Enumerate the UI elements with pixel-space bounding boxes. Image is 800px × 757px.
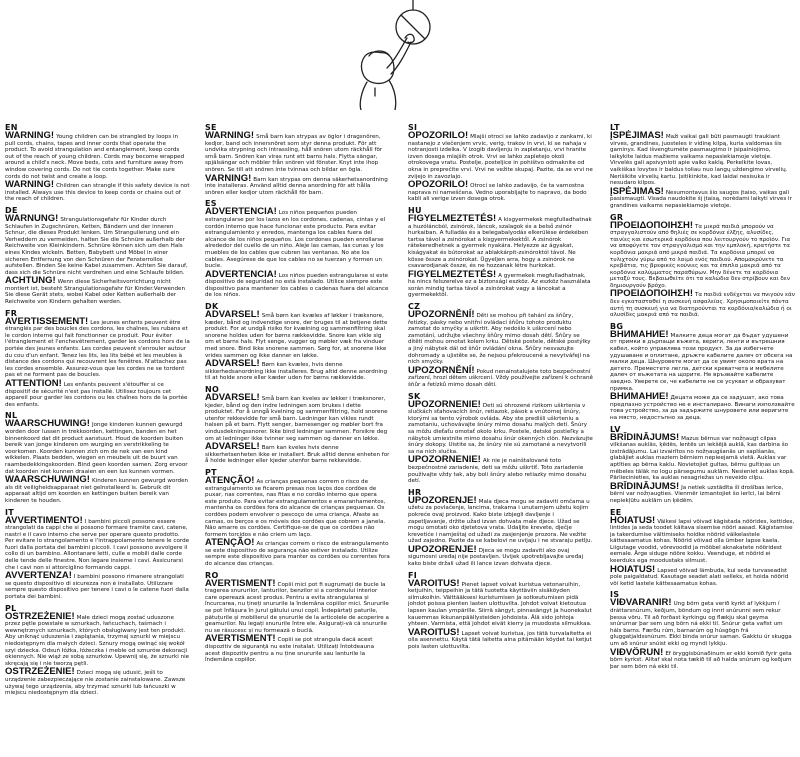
language-block-gr xyxy=(610,213,795,319)
warning-paragraph xyxy=(408,398,593,456)
warning-paragraph xyxy=(205,633,390,664)
child-pulling-cord-illustration xyxy=(345,0,445,110)
warning-heading: VIÐVARANIR! xyxy=(610,597,672,609)
language-code: PL xyxy=(5,603,17,613)
language-code: PT xyxy=(205,467,217,477)
warning-paragraph xyxy=(5,570,190,601)
warning-paragraph xyxy=(5,130,190,180)
warning-heading: FIGYELMEZTETÉS! xyxy=(408,268,497,280)
warning-paragraph xyxy=(205,309,390,359)
warning-heading: ΠΡΟΕΙΔΟΠΟΙΗΣΗ! xyxy=(610,288,693,300)
warning-heading: VARNING! xyxy=(205,172,252,184)
warning-heading: OSTRZEŻENIE! xyxy=(5,666,75,678)
warning-heading: VAROITUS! xyxy=(408,626,460,638)
language-block-lv xyxy=(610,425,795,505)
language-code: SK xyxy=(408,391,421,401)
warning-heading: UPOZORNĚNÍ! xyxy=(408,309,475,321)
language-block-de xyxy=(5,206,190,306)
warning-text: Børn kan kvæles, hvis denne sikkerhedsanordning ikke installeres. Brug altid denne anordning til at holde snore eller kæder uden for børns rækkevidde. xyxy=(205,362,388,382)
warning-text: Barn kan kveles hvis denne sikkerhetsenheten ikke er installert. Bruk alltid denne enheten for å holde ledninger eller kjeder utenfor barns rekkevidde. xyxy=(205,445,390,465)
warning-text: Små børn kan kvæles af løkker i træksnore, kæder, bånd og indvendige snore, der bruges til at betjene dette produkt. For at undgå risiko for kvælning og sammenfiltring skal snorene holdes uden for børns rækkevidde. Snore kan vikle sig om et barns hals. Flyt senge, vugger og møbler væk fra vinduer med snore. Bind ikke snorene sammen. Sørg for, at snorene ikke vrides sammen og ikke danner en løkke. xyxy=(205,313,388,359)
warning-paragraph xyxy=(5,418,190,475)
warning-text: A kisgyermekek megfulladhatnak a huzóláncból, zsinórok, láncok, szalagok és a belső zsinór hurkaiban. A fulladás és a belegabalyodás elkerülése érdekében tartsa távol a zsinórokat a kisgyermekektől. A zsinórok rátekeredhetnek a gyermek nyakára. Helyezze az ágyakat, kiságyakat és bútorokat az ablakkárpit-zsinóroktól távol. Ne kösse össze a zsinórokat. Ügyeljen arra, hogy a zsinórok ne csavarodjanak össze, és ne hozzanak létre hurkokat. xyxy=(408,216,592,270)
language-code: HR xyxy=(408,487,422,497)
language-block-fi xyxy=(408,571,593,651)
warning-text: Mala djeca mogu se zadaviti omčama u užetu za povlačenje, lancima, trakama i unutarnjem užetu kojim pokreće ovaj proizvod. Kako biste izbjegli davljenje i zapetljavanje, držite užad izvan dohvata male djece. Užad se mogu omotati oko djetetova vrata. Udaljite krevete, dječje krevetiće i namještaj od užadi za zasjenjenje prozora. Ne vežite užad zajedno. Pazite da se kabelovi ne uvijaju i ne stvaraju petlju. xyxy=(408,498,593,545)
warning-text: Strangulationsgefahr für Kinder durch Schlaufen in Zugschnüren, Ketten, Bändern und der inneren Schnur, die dieses Produkt lenken. Um Strangulierung und ein Verheddern zu vermeiden, halten Sie die Schnüre außerhalb der Reichweite von Kleinkindern. Schnüre können sich um den Hals eines Kindes wickeln. Betten, Babybett und Möbel in einer sicheren Entfernung von den Schnüren der Fensterrollos aufstellen. Binden Sie keine Kabel zusammen. Achten Sie darauf, dass sich die Schnüre nicht verdrehen und eine Schlaufe bilden. xyxy=(5,216,188,276)
warning-text: Ja netiek uzstādīta šī drošības ierīce, bērni var nožņaugties. Vienmēr izmantojiet šo ierīci, lai bērni nepiekļūtu auklām un ķēdēm. xyxy=(610,484,784,504)
warning-paragraph xyxy=(5,315,190,379)
warning-text: Djeca se mogu zadaviti ako ovaj sigurnosni uređaj nije postavljen. Uvijek upotrebljavajte uređaj kako biste držali užad ili lance izvan dohvata djece. xyxy=(408,547,584,568)
language-block-lt xyxy=(610,123,795,210)
warning-heading: ADVERTENCIA! xyxy=(205,206,277,218)
warning-paragraph xyxy=(610,431,795,482)
language-code: GR xyxy=(610,212,624,222)
warning-text: Children can strangle if this safety device is not installed. Always use this device to keep cords or chains out of the reach of children. xyxy=(5,183,190,203)
language-code: FI xyxy=(408,570,418,580)
warning-paragraph xyxy=(610,514,795,565)
language-code: NL xyxy=(5,411,18,421)
warning-text: Pienet lapset voivat kuristua vetonaruihin, ketjuihin, teippeihin ja tätä tuotetta käyttäviin sisäköyden silmukoihin. Välttääksesi kuristumisen ja sotkeutumisen pidä johdot poissa pienten lasten ulottuvilta. Johdot voivat kietoutua lapsen kaulan ympärille. Siirrä sängyt, pinnasängyt ja huonekalut kauemmas ikkunanpäällysteiden johdoista. Älä sido johtoja yhteen. Varmista, että johdot eivät kierry ja muodosta silmukkaa. xyxy=(408,581,592,628)
language-code: DE xyxy=(5,205,18,215)
warning-paragraph xyxy=(5,474,190,504)
warning-text: Małe dzieci mogą zostać uduszone przez pętle powstałe w sznurkach, łańcuchach, taśmach i wewnętrznych sznurkach, których obsługiwany jest ten produkt. Aby uniknąć uduszenia i zaplątania, trzymaj sznurki w miejscu niedostępnym dla małych dzieci. Sznury mogą owinąć się wokół szyi dziecka. Odsuń łóżka, łóżeczka i meble od sznurów dekoracji okiennych. Nie wiąż ze sobą sznurków. Upewnij się, że sznurki nie skręcają się i nie tworzą pętli. xyxy=(5,614,190,667)
warning-heading: UPOZORENJE! xyxy=(408,543,477,555)
warning-heading: ĮSPĖJIMAS! xyxy=(610,130,664,141)
language-code: SI xyxy=(408,123,418,132)
warning-paragraph xyxy=(610,328,795,392)
warning-paragraph xyxy=(408,268,593,299)
warning-text: A gyermekek megfulladhatnak, ha nincs felszerelve ez a biztonsági eszköz. Az eszköz használata során mindig tartsa távol a zsinórokat vagy a láncokat a gyermekektől. xyxy=(408,272,591,299)
warning-paragraph xyxy=(5,514,190,572)
warning-paragraph xyxy=(205,392,390,442)
warning-heading: WARNING! xyxy=(5,130,55,141)
warning-text: Los niños pueden estrangularse si este dispositivo de seguridad no está instalado. Utilice siempre este dispositivo para mantener los cables o cadenas fuera del alcance de los niños. xyxy=(205,272,389,299)
warning-heading: ACHTUNG! xyxy=(5,275,56,287)
language-block-ro xyxy=(205,571,390,664)
warning-paragraph xyxy=(408,543,593,568)
warning-heading: AVERTISMENT! xyxy=(205,633,276,645)
warning-text: I bambini possono rimanere strangolati se questo dispositivo di sicurezza non è installato. Utilizzare sempre questo dispositivo per tenere i cavi o le catene fuori dalla portata dei bambini. xyxy=(5,574,189,601)
warning-paragraph xyxy=(610,597,795,647)
warning-heading: BRĪDINĀJUMS! xyxy=(610,480,680,492)
warning-column-2 xyxy=(205,120,390,755)
warning-text: Малките деца могат да бъдат удушени от примки в дърпащи въжета, вериги, ленти и вътрешния кабел, който управлява този продукт. За да избегнете удушаване и оплитане, дръжте кабелите далеч от обсега на малки деца. Шнуровете могат да се увият около врата на детето. Преместете легла, детски креватчета и мебелите далеч от въжетата на щорите. Не връзвайте кабелите заедно. Уверете се, че кабелите не се усукват и образуват примка. xyxy=(610,332,793,392)
warning-text: Små barn kan kveles av løkker i træksnorer, kjeder, bånd og den indre ledningen som brukes i dette produktet. For å unngå kvelning og sammenfiltring, hold snorene utenfor rekkevidde for små barn. Ledninger kan vikles rundt halsen på et barn. Flytt senger, barnesenger og møbler bort fra vindusdekningssnorer. Ikke bind ledninger sammen. Forsikre deg om at ledninger ikke tvinner seg sammen og danner en løkke. xyxy=(205,396,388,442)
warning-heading: OSTRZEŻENIE! xyxy=(5,610,75,622)
language-block-pl xyxy=(5,604,190,697)
warning-paragraph xyxy=(205,130,390,174)
warning-text: Väikesi lapsi võivad kägistada nöörides, kettides, lintides ja seda toodet käitava sisemise nööri aasad. Kägistamise ja takerdumise vältimiseks hoidke nöörid väikelastele kättesaamatus kohas. Nöörid võivad olla ümber lapse kaela. Liigutage voodid, võrevoodid ja mööbel aknakatete nööridest eemale. Ärge siduge nööre kokku. Veenduge, et nöörid ei keerduks ega moodustaks silmust. xyxy=(610,518,795,565)
warning-paragraph xyxy=(205,172,390,197)
language-code: RO xyxy=(205,570,219,580)
language-block-no xyxy=(205,385,390,465)
warning-text: Děti se mohou při tahání za šňůry, řetízky, pásky nebo vnitřní ovládací šňůru tohoto produktu zamotat do smyčky a uškrtit. Aby nedošlo k uškrcení nebo zamotání, udržujte všechny šňůry mimo dosah dětí. Šňůry se dítěti mohou omotat kolem krku. Dětské postele, dětské postýlky a jiný nábytek dál od šňůr ovládání okna. Šňůry nesvazujte dohromady a ujistěte se, že nejsou překroucené a nevytvářejí na nich smyčky. xyxy=(408,313,591,366)
warning-text: Pokud nenainstalujete toto bezpečnostní zařízení, hrozí dětem uškrcení. Vždy používejte zařízení k ochraně šňůr a řetízků mimo dosah dětí. xyxy=(408,368,593,388)
warning-text: Jonge kinderen kunnen gewurgd worden door lussen in trekkoorden, kettingen, banden en het binnenkoord dat dit product aanstuurt. Houd de koorden buiten bereik van jonge kinderen om wurging en verstrikkeling te voorkomen. Koorden kunnen zich om de nek van een kind wikkelen. Plaats bedden, wiegen en meubels uit de buurt van raambedekkingskoorden. Bind geen koorden samen. Zorg ervoor dat koorden niet kunnen draaien en een lus kunnen vormen. xyxy=(5,422,188,475)
language-code: SE xyxy=(205,123,217,132)
warning-heading: ΠΡΟΕΙΔΟΠΟΙΗΣΗ! xyxy=(610,219,693,231)
warning-paragraph xyxy=(610,185,795,210)
warning-heading: AVVERTIMENTO! xyxy=(5,514,83,526)
warning-paragraph xyxy=(610,646,795,671)
language-block-dk xyxy=(205,302,390,382)
warning-text: Barn kan strypas om denna säkerhetsanordning inte installeras. Använd alltid denna anordning för att hålla snören eller kedjor utom räckhåll för barn. xyxy=(205,176,388,196)
warning-paragraph xyxy=(408,577,593,628)
warning-text: Otroci se lahko zadavijo, če ta varnostna naprava ni nameščena. Vedno uporabljajte to napravo, da bodo kabli ali verige izven dosega otrok. xyxy=(408,183,587,203)
warning-text: Nesumontavus šio saugos įtaiso, vaikas gali pasismaugti. Visada naudokite šį įtaisą, norėdami laikyti virves ir grandines vaikams nepasiekiamoje vietoje. xyxy=(610,189,792,209)
warning-heading: VIÐVÖRUN! xyxy=(610,646,664,658)
warning-heading: ADVARSEL! xyxy=(205,441,260,453)
warning-text: Maži vaikai gali būti pasmaugti traukiant virves, grandines, juosteles ir vidinę kilpą, kuria valdomas šis gaminys. Kad išvengtumėte pasmaugimo ir įsipainiojimo, laikykite laidus mažiems vaikams nepasiekiamoje vietoje. Virvelės gali apsivynioti apie vaiko kaklą. Perkelkite lovas, vaikiškas lovytes ir baldus toliau nuo langų uždengimo virvelių. Nerišikite virvelių kartu. Įsitikinkite, kad laidai nesisuka ir nesudaro kilpos. xyxy=(610,134,788,187)
warning-paragraph xyxy=(408,130,593,180)
language-block-si xyxy=(408,123,593,203)
warning-text: Децата може да се задушат, ако това предпазно устройство не е инсталирано. Винаги използвайте това устройство, за да задържите шнуровете или веригите на място, недостъпно за деца. xyxy=(610,395,795,421)
warning-text: Young children can be strangled by loops in pull cords, chains, tapes and inner cords that operate the product. To avoid strangulation and entanglement, keep cords out of the reach of young children. Cords may become wrapped around a child's neck. Move beds, cots and furniture away from window covering cords. Do not tie cords together. Make sure cords do not twist and create a loop. xyxy=(5,134,185,180)
language-block-es xyxy=(205,199,390,299)
warning-paragraph xyxy=(5,666,190,697)
language-block-sk xyxy=(408,392,593,485)
language-block-is xyxy=(610,590,795,670)
language-block-hr xyxy=(408,488,593,568)
warning-text: Les enfants peuvent s'étouffer si ce dispositif de sécurité n'est pas installé. Utilisez toujours cet appareil pour garder les cordons ou les chaînes hors de la portée des enfants. xyxy=(5,382,188,408)
language-block-bg xyxy=(610,322,795,422)
warning-heading: AVVERTENZA! xyxy=(5,570,72,582)
warning-paragraph xyxy=(408,212,593,270)
warning-heading: ATENÇÃO! xyxy=(205,537,255,549)
warning-heading: AVERTISSEMENT! xyxy=(5,315,89,327)
language-block-hu xyxy=(408,206,593,299)
language-block-en xyxy=(5,123,190,203)
warning-paragraph xyxy=(5,179,190,203)
warning-text: Les jeunes enfants peuvent être étranglés par des boucles des cordons, les chaînes, les rubans et le cordon interne qui fait fonctionner ce produit. Pour éviter l'étranglement et l'enchevêtrement, garder les cordons hors de la portée des jeunes enfants. Les cordes peuvent s'enrouler autour du cou d'un enfant. Tenez les lits, les lits bébé et les meubles à distance des cordons qui recouvrent les fenêtres. N'attachez pas les cordes ensemble. Assurez-vous que les cordes ne se tordent pas et ne forment pas de boucles. xyxy=(5,319,190,379)
warning-text: Lapsed võivad lämbuda, kui seda turvaseadist pole paigaldatud. Kasutage seadet alati selleks, et hoida nöörid või ketid lastele kättesaamatus kohas. xyxy=(610,567,789,587)
language-code: ES xyxy=(205,199,217,209)
warning-heading: ATENÇÃO! xyxy=(205,474,255,486)
warning-heading: WARNING! xyxy=(205,130,255,141)
warning-heading: ADVARSEL! xyxy=(205,392,260,403)
language-code: BG xyxy=(610,321,624,331)
warning-text: Ef öryggisbúnaðinum er ekki komið fyrir geta börn kyrkst. Alltaf skal nota tækið til að halda snúrum og keðjum þar sem börn ná ekki til. xyxy=(610,650,792,670)
warning-paragraph xyxy=(205,474,390,538)
warning-text: Lapset voivat kuristua, jos tätä turvalaitetta ei olla asennettu. Käytä tätä laitetta aina pitämään köydet tai ketjut pois lasten ulottuvilta. xyxy=(408,630,592,650)
warning-heading: AVERTISMENT! xyxy=(205,577,276,589)
warning-column-3 xyxy=(408,120,593,755)
warning-text: I bambini piccoli possono essere strangolati da cappi che si possono formare tramite cavi, catene, nastri e il cavo interno che serve per operare questo prodotto. Per evitare lo strangolamento e l'intrappolamento tenere le corde fuori dalla portata dei bambini piccoli. I cavi possono avvolgere il collo di un bambino. Allontanare letti, culle e mobili dalle corde delle tende delle finestre. Non legare insieme i cavi. Assicurarsi che i cavi non si attorciglino formando cappi. xyxy=(5,518,190,571)
language-code: IS xyxy=(610,590,620,600)
language-block-cz xyxy=(408,302,593,389)
language-block-it xyxy=(5,508,190,601)
warning-text: Τα παιδιά ενδέχεται να πνιγούν εάν δεν εγκατασταθεί η συσκευή ασφαλείας. Χρησιμοποιείτε πάντα αυτή τη συσκευή για να διατηρούνται τα κορδόνια/καλώδια ή οι αλυσίδες μακριά από τα παιδιά. xyxy=(610,292,795,319)
warning-paragraph xyxy=(5,378,190,408)
warning-text: Kinderen kunnen gewurgd worden als dit veiligheidsapparaat niet geïnstalleerd is. Gebruik dit apparaat altijd om koorden en kettingen buiten bereik van kinderen te houden. xyxy=(5,478,189,504)
language-code: FR xyxy=(5,308,18,318)
warning-paragraph xyxy=(5,212,190,276)
warning-text: Mazus bērnus var nožņaugt cilpas vilkšanas auklās, ķēdēs, lentēs un iekšējā auklā, kas darbina šo izstrādājumu. Lai izvairītos no nožņaugšanās un sapīšanās, glabājiet auklas maziem bērniem nepieejamā vietā. Auklas var aptīties ap bērna kaklu. Novietojiet gultas, bērnu gultiņas un mēbeles tālāk no logu pārsegumu auklām. Nesieniet auklas kopā. Pārliecinieties, ka auklas nesagriežas un neveido cilpu. xyxy=(610,435,795,482)
warning-heading: FIGYELMEZTETÉS! xyxy=(408,212,497,224)
warning-text: Mlajši otroci se lahko zadavijo z zankami, ki nastanejo z vlečenjem vrvic, verig, trakov in vrvi, ki se nahaja v notranjosti izdelka. V izogib davljenju in zapletanju, vrvi hranite izven dosega mlajših otrok. Vrvi se lahko zapletejo okoli otrokovega vratu. Postelje, posteljice in pohištvo odmaknite od okna in preprečite vrvi. Vrvi ne vežite skupaj. Pazite, da se vrvi ne zvijejo in zavozlajo. xyxy=(408,134,593,180)
warning-heading: ADVARSEL! xyxy=(205,309,260,321)
warning-paragraph xyxy=(408,626,593,651)
warning-heading: WARNING! xyxy=(5,179,55,191)
warning-heading: VAROITUS! xyxy=(408,577,460,589)
warning-heading: WAARSCHUWING! xyxy=(5,418,90,430)
warning-heading: OPOZORILO! xyxy=(408,179,469,191)
warning-text: As crianças correm o risco de estrangulamento se este dispositivo de segurança não estiver instalado. Utilize sempre este dispositivo para manter os cordões ou correntes fora do alcance das crianças. xyxy=(205,541,390,568)
warning-paragraph xyxy=(610,391,795,421)
warning-text: Dzieci mogą się udusić, jeśli to urządzenie zabezpieczające nie zostanie zainstalowane. Zawsze używaj tego urządzenia, aby trzymać sznurki lub łańcuszki w miejscu niedostępnym dla dzieci. xyxy=(5,670,186,697)
warning-heading: ADVARSEL! xyxy=(205,358,260,370)
warning-text: Deti sú ohrozené rizikom uškrtenia v slučkách sťahovacích šnúr, retiazok, pások a vnútornej šnúry, ktorými sa tento výrobok ovláda. Aby ste predišli uškrteniu a zamotaniu, uchovávajte šnúry mimo dosahu malých detí. Šnúry sa môžu dieťaťu omotať okolo krku. Postele, detské postieľky a nábytok umiestnite mimo dosahu šnúr okenných clôn. Nezväzujte šnúry dokopy. Uistite sa, že šnúry nie sú zamotané a nevytvorili sa na nich slučka. xyxy=(408,402,593,455)
warning-text: Ung börn geta verið kyrkt af lykkjum í dráttarsnúrum, keðjum, böndum og innri snúrunni sem rekur þessa vöru. Til að forðast kyrkingu og flækju skal geyma snúrurnar þar sem ung börn ná ekki til. Snúrur geta vafist um háls barns. Færðu rúm, barnarúm og húsgögn frá gluggatjaldssnúrum. Ekki binda snúrur saman. Gakktu úr skugga um að snúrur snúist ekki og myndi lykkju. xyxy=(610,601,792,647)
language-code: CZ xyxy=(408,302,421,312)
warning-paragraph xyxy=(610,288,795,319)
language-code: EN xyxy=(5,123,18,132)
warning-paragraph xyxy=(5,610,190,668)
warning-paragraph xyxy=(408,179,593,203)
warning-heading: UPOZORENJE! xyxy=(408,494,477,506)
warning-heading: OPOZORILO! xyxy=(408,130,469,141)
warning-heading: ĮSPĖJIMAS! xyxy=(610,185,664,197)
warning-heading: ВНИМАНИЕ! xyxy=(610,328,669,340)
language-block-se xyxy=(205,123,390,196)
warning-text: Wenn diese Sicherheitsvorrichtung nicht montiert ist, besteht Strangulationsgefahr für Kinder.Verwenden Sie diese Gerät stets, wobei Kabel oder Ketten außerhalb der Reichweite von Kindern gehalten werden. xyxy=(5,279,186,306)
language-block-fr xyxy=(5,309,190,409)
language-code: HU xyxy=(408,205,422,215)
warning-text: Små barn kan strypas av öglor i dragsnören, kedjor, band och innersnöret som styr denna produkt. För att undvika strypning och intrassling, håll snören utom räckhåll för små barn. Snören kan viras runt ett barns hals. Flytta sängar, spjälsängar och möbler från snören vid fönster. Knyt inte ihop snören. Se till att snören inte tvinnas och bildar en ögla. xyxy=(205,134,383,173)
language-block-pt xyxy=(205,468,390,568)
warning-paragraph xyxy=(408,494,593,545)
warning-heading: HOIATUS! xyxy=(610,563,656,575)
warning-paragraph xyxy=(205,441,390,465)
language-block-nl xyxy=(5,411,190,504)
warning-text: Copiii mici pot fi sugrumați de bucle la tragerea snururilor, lanturilor, benzilor si a cordonului interior care operează acest produs. Pentru a evita strangularea și încurcarea, nu țineți snururile la îndemâna copiilor mici. Snururile se pot înfășura în jurul gâtului unui copil. Îndepărtați paturile, pătuțurile și mobilierul de șnururile de la articolele de acoperire a geamurilor. Nu legați snururile între ele. Asigurați-vă că snururile nu se răsucesc și nu formează o buclă. xyxy=(205,581,389,634)
warning-paragraph xyxy=(205,577,390,635)
warning-text: Τα μικρά παιδιά μπορούν να στραγγαλιστούν από θηλιές σε κορδόνια έλξης, αλυσίδες, ταινίες και εσωτερικά κορδόνια που λειτουργούν το προϊόν. Για να αποφύγετε τον στραγγαλισμό και την εμπλοκή, κρατήστε τα κορδόνια μακριά από μικρά παιδιά. Τα κορδόνια μπορεί να τυλιχτούν γύρω από το λαιμό ενός παιδιού. Απομακρύνετε τα κρεβάτια, τις βρεφικές κούνιες και τα έπιπλα μακριά από τα κορδόνια καλύμματος παραθύρων. Μην δένετε τα κορδόνια μεταξύ τους. Βεβαιωθείτε ότι τα καλώδια δεν στρίβουν και δεν δημιουργούν βρόχο. xyxy=(610,223,791,289)
warning-paragraph xyxy=(408,454,593,485)
warning-heading: WARNUNG! xyxy=(5,212,59,224)
language-code: NO xyxy=(205,385,220,394)
warning-text: Los niños pequeños pueden estrangularse por los lazos en los cordones, cadenas, cintas y el cordón interno que hace funcionar este producto. Para evitar estrangulamiento y enredos, mantenga los cables fuera del alcance de los niños pequeños. Los cordones pueden enrollarse alrededor del cuello de un niño. Aleje las camas, las cunas y los muebles de los cables que cubren las ventanas. No ate los cables. Asegúrese de que los cables no se tuerzan y formen un bucle. xyxy=(205,210,386,270)
warning-heading: ATTENTION! xyxy=(5,378,62,389)
warning-text: As crianças pequenas correm o risco de estrangulamento se ficarem presas nos laços dos cordões de puxar, nas correntes, nas fitas e no cordão interno que opera este produto. Para evitar estrangulamentos e emaranhamentos, mantenha os cordões fora do alcance de crianças pequenas. Os cordões podem envolver o pescoço de uma criança. Afaste as camas, os berços e os móveis dos cordões que cobrem a janela. Não amarre os cordões. Certifique-se de que os cordões não formem torcidos e não criem um laço. xyxy=(205,478,386,538)
warning-text: Ak nie je nainštalované toto bezpečnostné zariadenie, deti sa môžu uškrtiť. Toto zariadenie používajte vždy tak, aby boli šnúry alebo retiazky mimo dosahu detí. xyxy=(408,458,587,485)
warning-heading: UPOZORNENIE! xyxy=(408,398,481,410)
warning-heading: BRĪDINĀJUMS! xyxy=(610,431,680,443)
warning-heading: ВНИМАНИЕ! xyxy=(610,391,669,403)
warning-column-4 xyxy=(610,120,795,755)
warning-paragraph xyxy=(610,219,795,290)
warning-heading: UPOZORNĚNÍ! xyxy=(408,364,475,376)
warning-paragraph xyxy=(205,206,390,270)
warning-heading: WAARSCHUWING! xyxy=(5,474,90,486)
warning-paragraph xyxy=(205,358,390,382)
language-code: EE xyxy=(610,507,622,517)
warning-paragraph xyxy=(408,364,593,389)
language-code: LT xyxy=(610,123,620,132)
warning-heading: ADVERTENCIA! xyxy=(205,268,277,280)
warning-paragraph xyxy=(610,130,795,187)
warning-paragraph xyxy=(205,537,390,568)
warning-paragraph xyxy=(205,268,390,299)
warning-paragraph xyxy=(5,275,190,306)
warning-heading: HOIATUS! xyxy=(610,514,656,526)
language-block-ee xyxy=(610,508,795,588)
warning-text: Copiii se pot strangula dacă acest dispozitiv de siguranță nu este instalat. Utilizați întotdeauna acest dispozitiv pentru a nu ține snururile sau lanturile la îndemâna copiilor. xyxy=(205,637,375,664)
language-code: DK xyxy=(205,302,219,312)
warning-paragraph xyxy=(408,309,593,366)
warning-paragraph xyxy=(610,480,795,505)
language-code: LV xyxy=(610,424,621,434)
warning-column-1 xyxy=(5,120,190,755)
language-code: IT xyxy=(5,507,15,517)
warning-heading: UPOZORNENIE! xyxy=(408,454,481,466)
warning-paragraph xyxy=(610,563,795,588)
